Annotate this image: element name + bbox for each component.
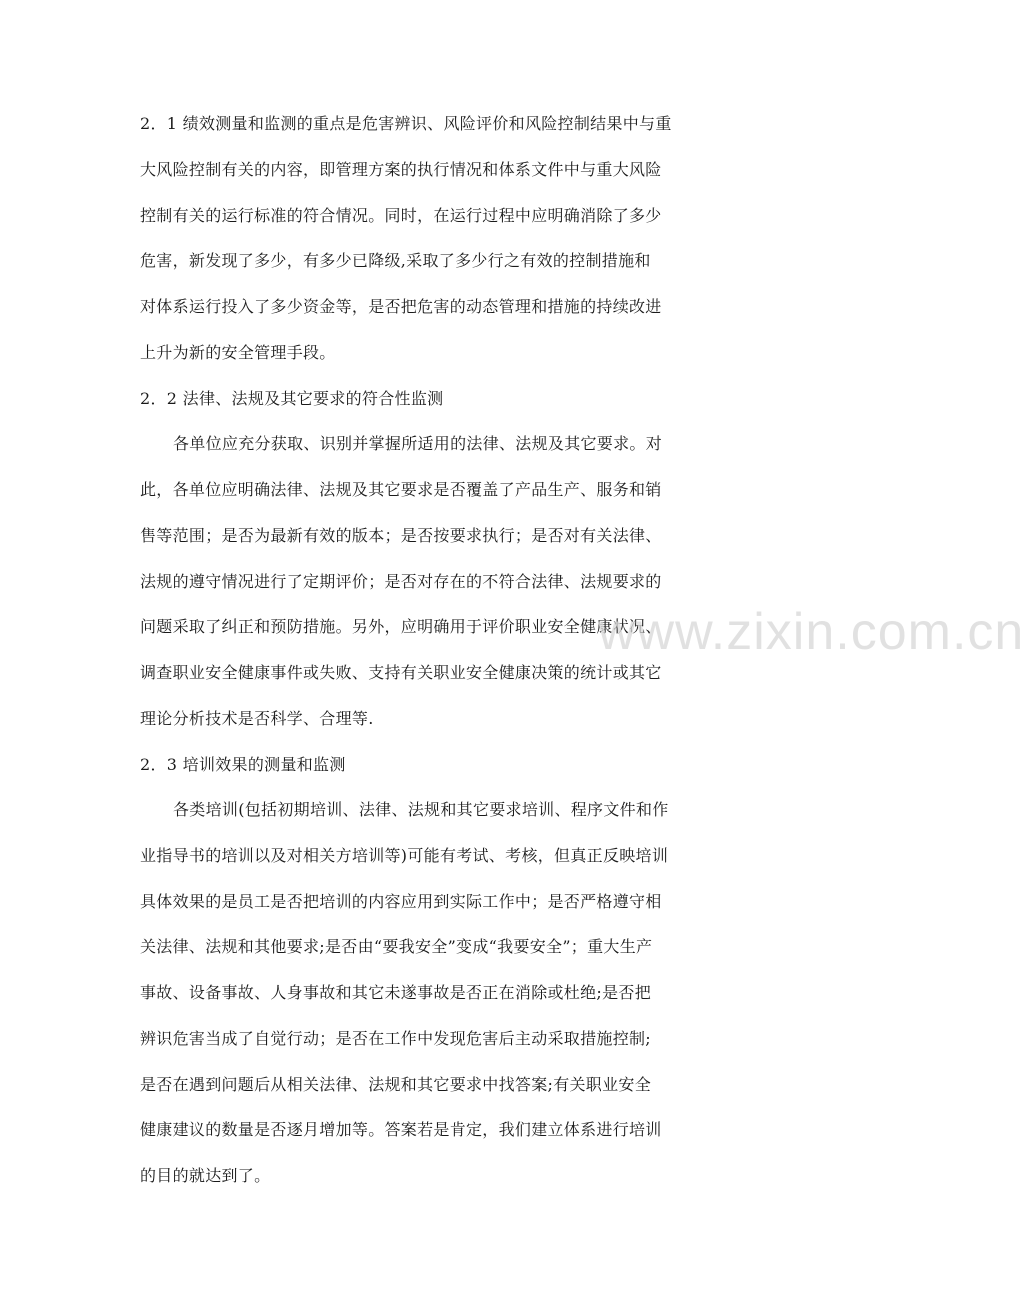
text-line: 此，各单位应明确法律、法规及其它要求是否覆盖了产品生产、服务和销 [140,480,662,499]
text-line: 控制有关的运行标准的符合情况。同时，在运行过程中应明确消除了多少 [140,206,662,225]
text-line: 的目的就达到了。 [140,1166,271,1185]
text-line: 事故、设备事故、人身事故和其它未遂事故是否正在消除或杜绝;是否把 [140,983,651,1002]
section-heading: 2．2 法律、法规及其它要求的符合性监测 [140,389,444,408]
watermark-text: www.zixin.com.cn [598,603,1024,661]
text-line: 是否在遇到问题后从相关法律、法规和其它要求中找答案;有关职业安全 [140,1075,651,1094]
text-line: 各类培训(包括初期培训、法律、法规和其它要求培训、程序文件和作 [173,800,669,819]
text-line: 关法律、法规和其他要求;是否由“要我安全”变成“我要安全”；重大生产 [140,937,653,956]
text-line: 调查职业安全健康事件或失败、支持有关职业安全健康决策的统计或其它 [140,663,662,682]
text-line: 问题采取了纠正和预防措施。另外，应明确用于评价职业安全健康状况、 [140,617,662,636]
text-line: 大风险控制有关的内容，即管理方案的执行情况和体系文件中与重大风险 [140,160,662,179]
section-heading: 2．3 培训效果的测量和监测 [140,755,346,774]
text-line: 售等范围；是否为最新有效的版本；是否按要求执行；是否对有关法律、 [140,526,662,545]
text-line: 理论分析技术是否科学、合理等. [140,709,374,728]
text-line: 法规的遵守情况进行了定期评价；是否对存在的不符合法律、法规要求的 [140,572,662,591]
text-line: 上升为新的安全管理手段。 [140,343,336,362]
text-line: 危害，新发现了多少，有多少已降级,采取了多少行之有效的控制措施和 [140,251,651,270]
text-line: 具体效果的是员工是否把培训的内容应用到实际工作中；是否严格遵守相 [140,892,662,911]
text-line: 辨识危害当成了自觉行动；是否在工作中发现危害后主动采取措施控制; [140,1029,651,1048]
text-line: 各单位应充分获取、识别并掌握所适用的法律、法规及其它要求。对 [173,434,663,453]
text-line: 健康建议的数量是否逐月增加等。答案若是肯定，我们建立体系进行培训 [140,1120,662,1139]
text-line: 对体系运行投入了多少资金等，是否把危害的动态管理和措施的持续改进 [140,297,662,316]
text-line: 2．1 绩效测量和监测的重点是危害辨识、风险评价和风险控制结果中与重 [140,114,672,133]
text-line: 业指导书的培训以及对相关方培训等)可能有考试、考核，但真正反映培训 [140,846,669,865]
